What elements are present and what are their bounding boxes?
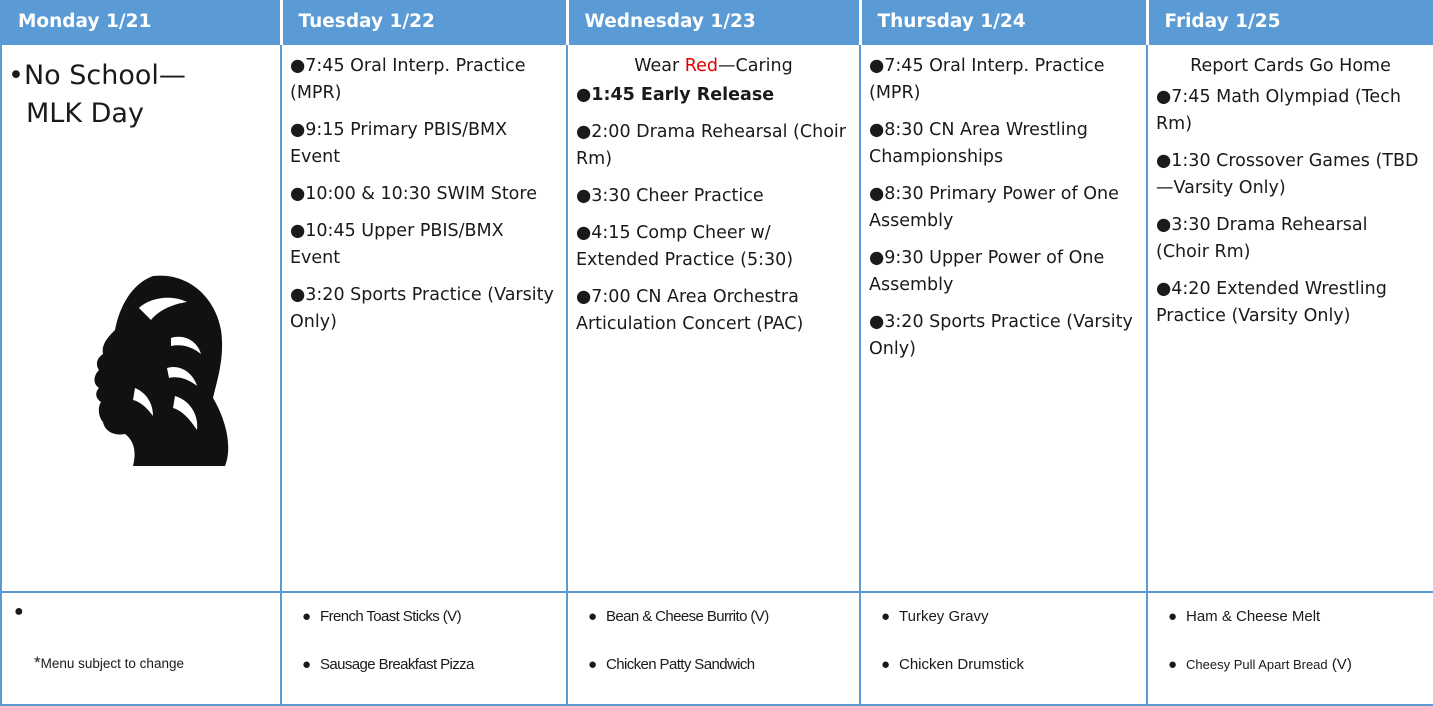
menu-item: Bean & Cheese Burrito (V): [606, 608, 769, 625]
menu-item: Turkey Gravy: [899, 608, 989, 625]
monday-events-cell: [1, 44, 281, 592]
friday-event-list: [1148, 80, 1433, 330]
list-item: ●7:45 Oral Interp. Practice (MPR): [869, 56, 1105, 103]
tuesday-menu-cell: [281, 592, 567, 705]
list-item: ● Bean & Cheese Burrito (V): [588, 608, 769, 625]
list-item: ●7:00 CN Area Orchestra Articulation Concert (PAC): [576, 287, 804, 334]
thursday-event-list: [861, 45, 1146, 363]
list-item: ●10:00 & 10:30 SWIM Store: [290, 184, 537, 204]
list-item: ●3:20 Sports Practice (Varsity Only): [290, 285, 554, 332]
monday-menu: [2, 593, 280, 704]
list-item: ●3:20 Sports Practice (Varsity Only): [869, 312, 1133, 359]
day-header-tuesday: Tuesday 1/22: [281, 0, 567, 44]
event-text: 8:30 CN Area Wrestling Championships: [869, 120, 1088, 167]
menu-row: [1, 592, 1433, 705]
tuesday-menu-list: [282, 593, 566, 689]
event-text: 8:30 Primary Power of One Assembly: [869, 184, 1119, 231]
friday-menu-cell: [1147, 592, 1433, 705]
thursday-menu-list: [861, 593, 1146, 689]
menu-item: Chicken Drumstick: [899, 656, 1025, 673]
bullet: •: [8, 60, 24, 91]
monday-menu-cell: [1, 592, 281, 705]
thursday-menu-cell: [860, 592, 1147, 705]
note-text: —Caring: [718, 56, 793, 76]
list-item: ●8:30 CN Area Wrestling Championships: [869, 120, 1088, 167]
event-text: 3:20 Sports Practice (Varsity Only): [869, 312, 1133, 359]
event-text: 7:00 CN Area Orchestra Articulation Concert (PAC): [576, 287, 804, 334]
day-header-wednesday: Wednesday 1/23: [567, 0, 860, 44]
list-item: ●7:45 Math Olympiad (Tech Rm): [1156, 87, 1401, 134]
event-text: 9:30 Upper Power of One Assembly: [869, 248, 1105, 295]
event-text: 3:30 Drama Rehearsal (Choir Rm): [1156, 215, 1368, 262]
wednesday-event-list: [568, 80, 859, 338]
event-text: 10:45 Upper PBIS/BMX Event: [290, 221, 504, 268]
thursday-events-cell: [860, 44, 1147, 592]
list-item: ●10:45 Upper PBIS/BMX Event: [290, 221, 504, 268]
menu-item: Ham & Cheese Melt: [1186, 608, 1321, 625]
list-item: ●9:15 Primary PBIS/BMX Event: [290, 120, 508, 167]
event-text: 2:00 Drama Rehearsal (Choir Rm): [576, 122, 846, 169]
event-text: 7:45 Oral Interp. Practice (MPR): [290, 56, 526, 103]
monday-line-2: MLK Day: [26, 98, 144, 129]
event-text: 4:15 Comp Cheer w/ Extended Practice (5:30): [576, 223, 794, 270]
event-text: 1:45 Early Release: [591, 85, 775, 105]
wednesday-menu-cell: [567, 592, 860, 705]
list-item: ● Sausage Breakfast Pizza: [302, 656, 474, 673]
list-item: ● French Toast Sticks (V): [302, 608, 461, 625]
list-item: ● Ham & Cheese Melt: [1168, 608, 1321, 625]
tuesday-event-list: [282, 45, 566, 336]
list-item: ●4:15 Comp Cheer w/ Extended Practice (5:30): [576, 223, 794, 270]
event-text: 7:45 Oral Interp. Practice (MPR): [869, 56, 1105, 103]
header-row: [1, 0, 1433, 44]
list-item: ● Chicken Patty Sandwich: [588, 656, 755, 673]
tuesday-events-cell: [281, 44, 567, 592]
list-item: ●4:20 Extended Wrestling Practice (Varsity Only): [1156, 279, 1387, 326]
list-item: ●1:45 Early Release: [576, 85, 775, 105]
event-text: 10:00 & 10:30 SWIM Store: [305, 184, 537, 204]
mlk-silhouette-icon: [75, 268, 235, 468]
wednesday-events-cell: [567, 44, 860, 592]
menu-item: French Toast Sticks (V): [320, 608, 461, 625]
menu-item-tag: (V): [1331, 656, 1352, 673]
list-item: ●3:30 Cheer Practice: [576, 186, 764, 206]
list-item: ● Turkey Gravy: [881, 608, 989, 625]
menu-item: Sausage Breakfast Pizza: [320, 656, 474, 673]
events-row: [1, 44, 1433, 592]
event-text: 3:20 Sports Practice (Varsity Only): [290, 285, 554, 332]
monday-notice: [2, 45, 280, 133]
event-text: 4:20 Extended Wrestling Practice (Varsity Only): [1156, 279, 1387, 326]
friday-menu-list: [1148, 593, 1433, 689]
friday-events-cell: [1147, 44, 1433, 592]
list-item: ●2:00 Drama Rehearsal (Choir Rm): [576, 122, 846, 169]
day-header-thursday: Thursday 1/24: [860, 0, 1147, 44]
note-text: Wear: [634, 56, 685, 76]
list-item: ●3:30 Drama Rehearsal (Choir Rm): [1156, 215, 1368, 262]
bullet: ●: [14, 603, 24, 620]
list-item: ●7:45 Oral Interp. Practice (MPR): [290, 56, 526, 103]
wednesday-dress-note: [568, 45, 859, 80]
menu-item: Cheesy Pull Apart Bread: [1186, 657, 1328, 672]
list-item: ●9:30 Upper Power of One Assembly: [869, 248, 1105, 295]
event-text: 7:45 Math Olympiad (Tech Rm): [1156, 87, 1401, 134]
event-text: 3:30 Cheer Practice: [591, 186, 764, 206]
event-text: 1:30 Crossover Games (TBD—Varsity Only): [1156, 151, 1419, 198]
monday-line-1: No School—: [23, 60, 186, 91]
list-item: ● Cheesy Pull Apart Bread (V): [1168, 656, 1352, 673]
day-header-friday: Friday 1/25: [1147, 0, 1433, 44]
menu-note-text: Menu subject to change: [40, 656, 184, 671]
menu-note: *Menu subject to change: [34, 653, 184, 672]
friday-note: Report Cards Go Home: [1190, 56, 1391, 76]
day-header-monday: Monday 1/21: [1, 0, 281, 44]
list-item: ●1:30 Crossover Games (TBD—Varsity Only): [1156, 151, 1419, 198]
event-text: 9:15 Primary PBIS/BMX Event: [290, 120, 508, 167]
menu-item: Chicken Patty Sandwich: [606, 656, 755, 673]
list-item: ●8:30 Primary Power of One Assembly: [869, 184, 1119, 231]
note-red-text: Red: [684, 56, 719, 76]
wednesday-menu-list: [568, 593, 859, 689]
list-item: ● Chicken Drumstick: [881, 656, 1025, 673]
